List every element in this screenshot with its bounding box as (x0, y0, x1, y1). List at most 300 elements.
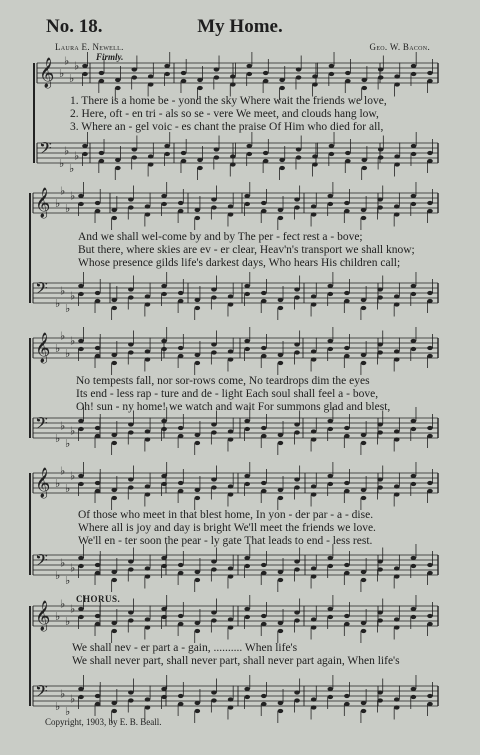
bass-clef: 𝄢 (35, 550, 48, 574)
note-head (278, 216, 284, 220)
note-head (244, 284, 250, 288)
note-head (327, 339, 333, 343)
note-head (195, 488, 201, 492)
note-head (377, 618, 383, 622)
note-head (261, 346, 267, 350)
note-head (394, 574, 400, 578)
note-head (427, 151, 433, 155)
note-head (378, 155, 384, 159)
note-head (161, 474, 167, 478)
note-head (278, 570, 284, 574)
note-head (411, 194, 417, 198)
composer-credit: Geo. W. Bacon. (369, 42, 430, 52)
note-head (311, 617, 317, 621)
flat-sign: ♭ (60, 557, 66, 570)
note-head (244, 474, 250, 478)
note-head (178, 694, 184, 698)
note-head (244, 339, 250, 343)
note-head (377, 422, 383, 426)
note-head (78, 687, 84, 691)
note-head (344, 291, 350, 295)
note-head (178, 614, 184, 618)
note-head (394, 625, 400, 629)
note-head (131, 67, 137, 71)
note-head (145, 302, 151, 306)
lyric-line: Oh! sun - ny home! we watch and wait For summons glad and blest, (76, 401, 391, 413)
note-head (278, 701, 284, 705)
note-head (178, 481, 184, 485)
note-head (327, 419, 333, 423)
flat-sign: ♭ (70, 335, 76, 348)
note-head (244, 564, 250, 568)
note-head (261, 622, 267, 626)
note-head (244, 347, 250, 351)
note-head (111, 621, 117, 625)
note-head (361, 216, 367, 220)
note-head (278, 621, 284, 625)
note-head (244, 695, 250, 699)
note-head (411, 607, 417, 611)
flat-sign: ♭ (55, 433, 61, 445)
note-head (211, 422, 217, 426)
flat-sign: ♭ (64, 145, 70, 158)
note-head (427, 426, 433, 430)
note-head (294, 567, 300, 571)
note-head (261, 481, 267, 485)
note-head (261, 299, 267, 303)
note-head (361, 298, 367, 302)
note-head (211, 350, 217, 354)
note-head (145, 204, 151, 208)
note-head (344, 489, 350, 493)
note-head (128, 690, 134, 694)
note-head (279, 158, 285, 162)
note-head (263, 159, 269, 163)
note-head (294, 197, 300, 201)
note-head (228, 625, 234, 629)
note-head (361, 353, 367, 357)
note-head (195, 353, 201, 357)
note-head (128, 430, 134, 434)
note-head (278, 496, 284, 500)
note-head (377, 690, 383, 694)
note-head (411, 202, 417, 206)
note-head (78, 474, 84, 478)
note-head (244, 292, 250, 296)
note-head (211, 618, 217, 622)
note-head (161, 482, 167, 486)
note-head (78, 564, 84, 568)
note-head (211, 342, 217, 346)
note-head (195, 709, 201, 713)
flat-sign: ♭ (70, 562, 76, 575)
lyric-line: We shall never part, shall never part, shall never part again, When life's (72, 655, 400, 667)
note-head (95, 622, 101, 626)
note-head (294, 698, 300, 702)
note-head (178, 201, 184, 205)
note-head (427, 79, 433, 83)
note-head (230, 74, 236, 78)
treble-clef: 𝄞 (39, 58, 55, 88)
note-head (145, 437, 151, 441)
note-head (377, 485, 383, 489)
note-head (361, 86, 367, 90)
note-head (311, 697, 317, 701)
note-head (161, 695, 167, 699)
note-head (181, 79, 187, 83)
note-head (195, 306, 201, 310)
note-head (427, 563, 433, 567)
note-head (361, 433, 367, 437)
lyric-line: No tempests fall, nor sor-rows come, No teardrops dim the eyes (76, 375, 370, 387)
note-head (82, 72, 88, 76)
note-head (95, 571, 101, 575)
note-head (244, 615, 250, 619)
note-head (195, 441, 201, 445)
note-head (377, 698, 383, 702)
note-head (361, 701, 367, 705)
note-head (145, 429, 151, 433)
note-head (244, 202, 250, 206)
note-head (128, 567, 134, 571)
note-head (161, 564, 167, 568)
note-head (361, 709, 367, 713)
note-head (261, 434, 267, 438)
note-head (148, 82, 154, 86)
flat-sign: ♭ (60, 598, 66, 611)
bass-clef: 𝄢 (35, 681, 48, 705)
note-head (278, 306, 284, 310)
note-head (344, 346, 350, 350)
note-head (244, 419, 250, 423)
note-head (78, 607, 84, 611)
note-head (128, 610, 134, 614)
note-head (145, 617, 151, 621)
note-head (244, 482, 250, 486)
note-head (128, 618, 134, 622)
note-head (214, 67, 220, 71)
note-head (228, 212, 234, 216)
note-head (278, 361, 284, 365)
lyrics-system-5 (72, 642, 452, 668)
note-head (411, 687, 417, 691)
note-head (244, 427, 250, 431)
note-head (411, 556, 417, 560)
note-head (195, 208, 201, 212)
note-head (78, 427, 84, 431)
note-head (99, 159, 105, 163)
note-head (261, 426, 267, 430)
note-head (178, 571, 184, 575)
note-head (244, 194, 250, 198)
note-head (230, 154, 236, 158)
note-head (279, 78, 285, 82)
note-head (95, 346, 101, 350)
note-head (244, 607, 250, 611)
flat-sign: ♭ (70, 470, 76, 483)
note-head (230, 82, 236, 86)
flat-sign: ♭ (60, 420, 66, 433)
note-head (131, 75, 137, 79)
note-head (111, 570, 117, 574)
note-head (427, 614, 433, 618)
note-head (311, 204, 317, 208)
flat-sign: ♭ (59, 158, 65, 170)
note-head (181, 151, 187, 155)
note-head (128, 295, 134, 299)
note-head (211, 567, 217, 571)
note-head (164, 152, 170, 156)
note-head (228, 617, 234, 621)
note-head (111, 496, 117, 500)
note-head (78, 482, 84, 486)
hymn-title: My Home. (197, 16, 283, 37)
flat-sign: ♭ (65, 616, 71, 628)
note-head (394, 357, 400, 361)
note-head (128, 205, 134, 209)
note-head (278, 208, 284, 212)
note-head (111, 578, 117, 582)
note-head (344, 694, 350, 698)
note-head (211, 485, 217, 489)
note-head (361, 78, 367, 82)
note-head (427, 622, 433, 626)
note-head (95, 563, 101, 567)
note-head (99, 71, 105, 75)
note-head (82, 144, 88, 148)
note-head (294, 559, 300, 563)
note-head (145, 705, 151, 709)
note-head (344, 563, 350, 567)
lyric-line: Where all is joy and day is bright We'll meet the friends we love. (78, 522, 376, 534)
note-head (377, 559, 383, 563)
flat-sign: ♭ (70, 290, 76, 303)
note-head (327, 474, 333, 478)
note-head (427, 291, 433, 295)
note-head (228, 705, 234, 709)
note-head (78, 419, 84, 423)
note-head (78, 615, 84, 619)
note-head (178, 489, 184, 493)
note-head (95, 694, 101, 698)
note-head (178, 563, 184, 567)
note-head (211, 610, 217, 614)
note-head (411, 474, 417, 478)
note-head (311, 357, 317, 361)
note-head (161, 292, 167, 296)
note-head (145, 566, 151, 570)
note-head (327, 687, 333, 691)
note-head (394, 212, 400, 216)
note-head (78, 695, 84, 699)
note-head (111, 306, 117, 310)
note-head (128, 559, 134, 563)
note-head (78, 292, 84, 296)
note-head (211, 197, 217, 201)
flat-sign: ♭ (55, 611, 61, 623)
flat-sign: ♭ (70, 693, 76, 706)
lyrics-system-1 (70, 95, 450, 134)
note-head (294, 690, 300, 694)
copyright-notice: Copyright, 1903, by E. B. Beall. (45, 717, 162, 727)
note-head (361, 570, 367, 574)
note-head (211, 287, 217, 291)
note-head (327, 556, 333, 560)
note-head (279, 86, 285, 90)
lyric-line: 3. Where an - gel voic - es chant the praise Of Him who died for all, (70, 121, 384, 133)
flat-sign: ♭ (55, 343, 61, 355)
note-head (128, 485, 134, 489)
note-head (394, 302, 400, 306)
note-head (411, 615, 417, 619)
note-head (128, 287, 134, 291)
flat-sign: ♭ (65, 203, 71, 215)
lyric-line: 2. Here, oft - en tri - als so se - vere We meet, and clouds hang low, (70, 108, 379, 120)
note-head (344, 201, 350, 205)
note-head (344, 426, 350, 430)
flat-sign: ♭ (65, 438, 71, 450)
note-head (411, 292, 417, 296)
note-head (294, 618, 300, 622)
note-head (228, 429, 234, 433)
note-head (161, 607, 167, 611)
note-head (131, 147, 137, 151)
note-head (78, 556, 84, 560)
flat-sign: ♭ (60, 285, 66, 298)
note-head (311, 294, 317, 298)
note-head (294, 342, 300, 346)
note-head (294, 287, 300, 291)
note-head (214, 75, 220, 79)
note-head (377, 350, 383, 354)
note-head (278, 298, 284, 302)
note-head (344, 434, 350, 438)
note-head (82, 152, 88, 156)
note-head (195, 433, 201, 437)
note-head (296, 147, 302, 151)
note-head (95, 354, 101, 358)
note-head (345, 71, 351, 75)
note-head (311, 625, 317, 629)
flat-sign: ♭ (65, 575, 71, 587)
note-head (195, 570, 201, 574)
note-head (411, 419, 417, 423)
note-head (145, 625, 151, 629)
note-head (111, 353, 117, 357)
flat-sign: ♭ (55, 570, 61, 582)
note-head (95, 702, 101, 706)
note-head (394, 617, 400, 621)
note-head (344, 299, 350, 303)
lyric-line: We'll en - ter soon the pear - ly gate That leads to end - less rest. (78, 535, 373, 547)
flat-sign: ♭ (65, 348, 71, 360)
note-head (394, 437, 400, 441)
note-head (278, 578, 284, 582)
note-head (95, 434, 101, 438)
note-head (327, 284, 333, 288)
note-head (311, 566, 317, 570)
note-head (394, 154, 400, 158)
note-head (261, 489, 267, 493)
note-head (161, 339, 167, 343)
treble-clef: 𝄞 (35, 333, 51, 363)
note-head (246, 72, 252, 76)
note-head (296, 155, 302, 159)
note-head (361, 306, 367, 310)
note-head (195, 578, 201, 582)
note-head (178, 299, 184, 303)
note-head (195, 621, 201, 625)
note-head (211, 477, 217, 481)
note-head (378, 147, 384, 151)
note-head (279, 166, 285, 170)
note-head (228, 204, 234, 208)
lyrics-system-4 (78, 509, 458, 548)
note-head (178, 622, 184, 626)
note-head (161, 687, 167, 691)
note-head (161, 284, 167, 288)
note-head (145, 492, 151, 496)
note-head (148, 74, 154, 78)
note-head (95, 614, 101, 618)
note-head (361, 158, 367, 162)
note-head (148, 154, 154, 158)
note-head (178, 354, 184, 358)
note-head (178, 291, 184, 295)
note-head (128, 197, 134, 201)
note-head (111, 701, 117, 705)
hymn-number: No. 18. (46, 16, 103, 37)
note-head (294, 485, 300, 489)
note-head (228, 566, 234, 570)
note-head (161, 427, 167, 431)
note-head (145, 357, 151, 361)
note-head (246, 64, 252, 68)
note-head (211, 430, 217, 434)
note-head (161, 347, 167, 351)
note-head (329, 64, 335, 68)
note-head (211, 559, 217, 563)
note-head (211, 698, 217, 702)
treble-clef: 𝄞 (35, 188, 51, 218)
note-head (261, 209, 267, 213)
note-head (78, 284, 84, 288)
note-head (377, 567, 383, 571)
note-head (377, 342, 383, 346)
note-head (427, 481, 433, 485)
lyric-line: And we shall wel-come by and by The per - fect rest a - bove; (78, 231, 363, 243)
note-head (145, 574, 151, 578)
note-head (427, 571, 433, 575)
note-head (294, 295, 300, 299)
note-head (327, 202, 333, 206)
note-head (345, 79, 351, 83)
note-head (278, 709, 284, 713)
note-head (411, 564, 417, 568)
note-head (278, 488, 284, 492)
note-head (411, 427, 417, 431)
note-head (427, 201, 433, 205)
chorus-label: CHORUS. (76, 594, 121, 604)
note-head (394, 349, 400, 353)
note-head (427, 209, 433, 213)
note-head (128, 698, 134, 702)
flat-sign: ♭ (70, 190, 76, 203)
lyricist-credit: Laura E. Newell. (55, 42, 124, 52)
note-head (195, 496, 201, 500)
note-head (411, 144, 417, 148)
note-head (329, 152, 335, 156)
